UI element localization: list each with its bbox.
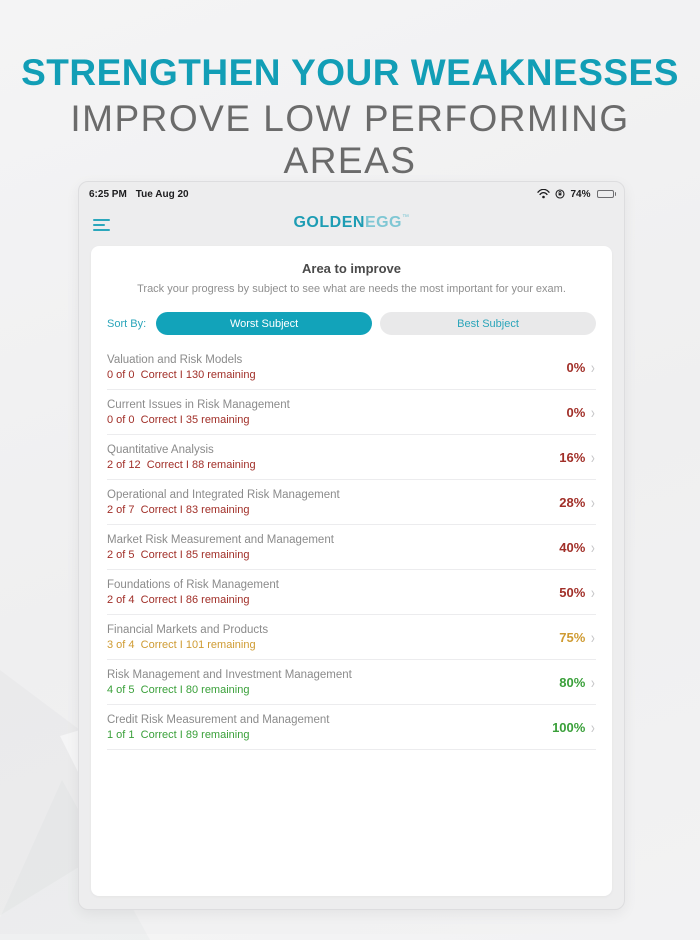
subject-name: Foundations of Risk Management (107, 578, 279, 591)
subject-stats: 3 of 4 Correct I 101 remaining (107, 638, 256, 651)
subject-row-credit-risk-measurement-and-management[interactable] (107, 705, 596, 750)
subject-list (107, 345, 596, 750)
subject-row-quantitative-analysis[interactable] (107, 435, 596, 480)
subject-name: Market Risk Measurement and Management (107, 533, 334, 546)
wifi-icon (537, 189, 550, 199)
chevron-right-icon: › (591, 672, 596, 692)
subject-stats: 0 of 0 Correct I 35 remaining (107, 413, 250, 426)
subject-row-market-risk-measurement-and-management[interactable] (107, 525, 596, 570)
subject-name: Operational and Integrated Risk Management (107, 488, 340, 501)
app-header (79, 202, 624, 246)
subject-name: Current Issues in Risk Management (107, 398, 290, 411)
status-time: 6:25 PM (89, 188, 127, 200)
sort-worst-subject-button[interactable]: Worst Subject (156, 312, 372, 335)
subject-percent: 80% (559, 674, 586, 690)
chevron-right-icon: › (591, 357, 596, 377)
subject-row-foundations-of-risk-management[interactable] (107, 570, 596, 615)
panel-subtitle: Track your progress by subject to see what are needs the most important for your exam. (137, 283, 566, 295)
app-logo (79, 214, 624, 232)
subject-stats: 4 of 5 Correct I 80 remaining (107, 683, 250, 696)
subject-row-valuation-and-risk-models[interactable] (107, 345, 596, 390)
chevron-right-icon: › (591, 582, 596, 602)
device-frame (78, 181, 625, 910)
subject-stats: 2 of 5 Correct I 85 remaining (107, 548, 250, 561)
panel-title: Area to improve (302, 261, 401, 276)
subject-percent: 75% (559, 629, 586, 645)
subject-row-financial-markets-and-products[interactable] (107, 615, 596, 660)
subject-row-risk-management-and-investment-management[interactable] (107, 660, 596, 705)
sort-controls (107, 312, 596, 335)
rotation-lock-icon (555, 189, 565, 199)
sort-best-subject-button[interactable]: Best Subject (380, 312, 596, 335)
subject-name: Quantitative Analysis (107, 443, 214, 456)
subject-percent: 16% (559, 449, 586, 465)
subject-percent: 50% (559, 584, 586, 600)
subject-stats: 0 of 0 Correct I 130 remaining (107, 368, 256, 381)
logo-text-secondary: EGG (364, 214, 402, 231)
status-bar (89, 187, 616, 201)
subject-row-operational-and-integrated-risk-management[interactable] (107, 480, 596, 525)
subject-percent: 100% (552, 719, 586, 735)
subject-stats: 2 of 7 Correct I 83 remaining (107, 503, 250, 516)
subject-percent: 0% (566, 404, 586, 420)
chevron-right-icon: › (591, 627, 596, 647)
subject-name: Valuation and Risk Models (107, 353, 243, 366)
subject-percent: 0% (566, 359, 586, 375)
subject-row-current-issues-in-risk-management[interactable] (107, 390, 596, 435)
logo-text-primary: GOLDEN (293, 214, 365, 231)
headline-secondary: IMPROVE LOW PERFORMING AREAS (70, 98, 630, 181)
status-date: Tue Aug 20 (135, 188, 189, 200)
subject-name: Risk Management and Investment Management (107, 668, 352, 681)
battery-icon (596, 190, 617, 198)
battery-percent-label: 74% (570, 188, 591, 200)
logo-trademark: ™ (402, 214, 410, 221)
chevron-right-icon: › (591, 717, 596, 737)
subject-stats: 1 of 1 Correct I 89 remaining (107, 728, 250, 741)
chevron-right-icon: › (591, 402, 596, 422)
chevron-right-icon: › (591, 447, 596, 467)
subject-name: Credit Risk Measurement and Management (107, 713, 330, 726)
sort-by-label: Sort By: (107, 317, 147, 330)
subject-name: Financial Markets and Products (107, 623, 269, 636)
subject-stats: 2 of 12 Correct I 88 remaining (107, 458, 256, 471)
subject-percent: 40% (559, 539, 586, 555)
chevron-right-icon: › (591, 492, 596, 512)
headline-primary: STRENGTHEN YOUR WEAKNESSES (21, 52, 679, 93)
subject-percent: 28% (559, 494, 586, 510)
subject-stats: 2 of 4 Correct I 86 remaining (107, 593, 250, 606)
chevron-right-icon: › (591, 537, 596, 557)
area-to-improve-panel (91, 246, 612, 896)
